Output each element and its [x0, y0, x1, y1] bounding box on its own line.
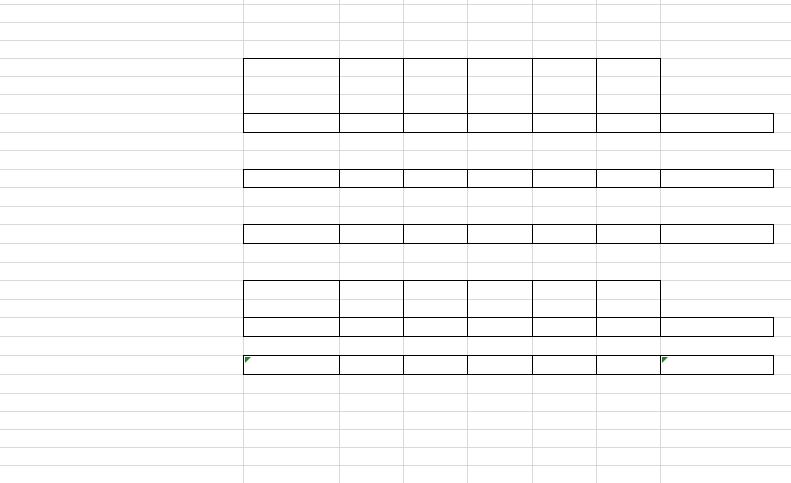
grid-row-line: [0, 393, 791, 394]
cell-border: [467, 224, 468, 243]
ongoing-rate[interactable]: [248, 429, 397, 447]
cell-border: [339, 169, 340, 187]
network-total-border: [660, 317, 774, 337]
cell-border: [339, 224, 340, 243]
cell-border: [339, 113, 340, 132]
hardware-subtotal-border: [243, 113, 661, 133]
comment-indicator-icon: [662, 357, 668, 363]
cell-border: [339, 58, 340, 113]
cell-border: [532, 113, 533, 132]
cell-border: [532, 58, 533, 113]
cell-border: [596, 355, 597, 374]
ongoing-rate[interactable]: [248, 411, 397, 429]
cell-border: [403, 355, 404, 374]
ongoing-rate[interactable]: [248, 465, 397, 483]
cell-border: [532, 280, 533, 336]
grand-total-border: [660, 355, 774, 375]
cell-border: [467, 169, 468, 187]
cell-border: [339, 355, 340, 374]
grid-row-line: [0, 206, 791, 207]
cell-border: [532, 224, 533, 243]
cell-border: [596, 169, 597, 187]
cell-border: [467, 113, 468, 132]
hardware-values-border: [243, 58, 661, 114]
cell-border: [403, 113, 404, 132]
cloud-fee-total-border: [660, 169, 774, 188]
network-values-border: [243, 280, 661, 337]
cell-border: [596, 113, 597, 132]
cell-border: [532, 169, 533, 187]
grid-row-line: [0, 262, 791, 263]
data-storage-border: [243, 224, 661, 244]
hardware-total-border: [660, 113, 774, 133]
cell-border: [403, 58, 404, 113]
cell-border: [243, 317, 660, 318]
cell-border: [403, 280, 404, 336]
cell-border: [596, 224, 597, 243]
cell-border: [467, 58, 468, 113]
cell-border: [596, 280, 597, 336]
cell-border: [532, 355, 533, 374]
comment-indicator-icon: [245, 357, 251, 363]
cloud-fee-border: [243, 169, 661, 188]
grid-row-line: [0, 40, 791, 41]
cell-border: [403, 224, 404, 243]
cell-border: [403, 169, 404, 187]
cell-border: [339, 280, 340, 336]
cell-border: [467, 280, 468, 336]
grid-row-line: [0, 4, 791, 5]
data-storage-total-border: [660, 224, 774, 244]
grid-row-line: [0, 22, 791, 23]
ongoing-rate[interactable]: [248, 447, 397, 465]
cell-border: [596, 58, 597, 113]
totals-border: [243, 355, 661, 375]
grid-row-line: [0, 150, 791, 151]
cell-border: [467, 355, 468, 374]
